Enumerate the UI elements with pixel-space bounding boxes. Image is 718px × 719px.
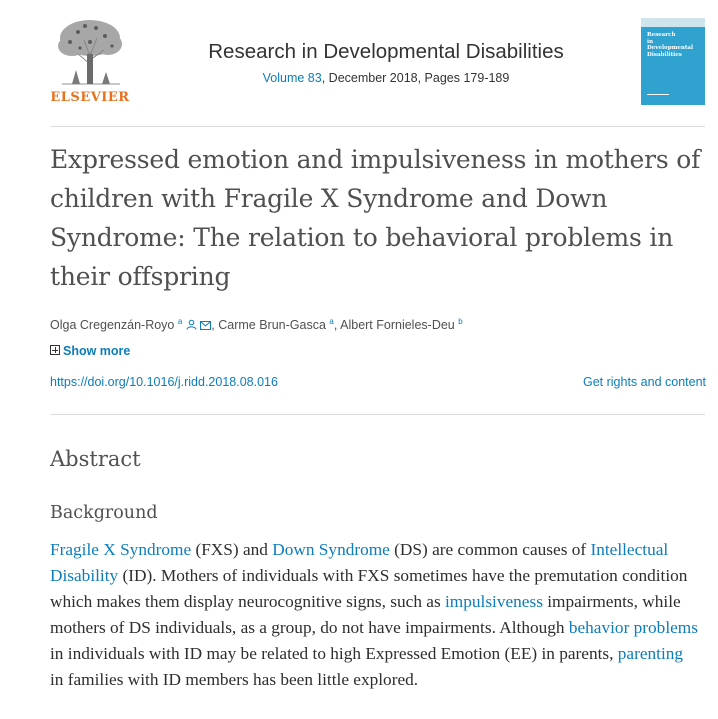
doi[interactable] (50, 375, 278, 389)
cover-line (647, 94, 669, 95)
cover-text-line: Disabilities (647, 51, 682, 58)
rights-and-content[interactable] (583, 375, 706, 389)
cover-title (647, 32, 701, 58)
abstract-text-run: in families with ID members has been little explored. (50, 670, 419, 689)
background-heading: Background (50, 503, 158, 523)
abstract-text-run: in individuals with ID may be related to high Expressed Emotion (EE) in parents, (50, 644, 618, 663)
show-more-label: Show more (63, 344, 131, 358)
article-title: Expressed emotion and impulsiveness in mothers of children with Fragile X Syndrome and Down Syndrome: The relation to behavioral problems in their offspring (50, 145, 701, 291)
abstract-heading: Abstract (50, 447, 141, 471)
volume-link[interactable]: Volume 83 (262, 71, 322, 85)
topic-link-fragile-x[interactable]: Fragile X Syndrome (50, 540, 192, 559)
affiliation-sup[interactable]: a (329, 317, 334, 326)
journal-cover-thumbnail[interactable] (641, 18, 705, 105)
plus-icon (50, 345, 60, 355)
journal-title-link[interactable]: Research in Developmental Disabilities (208, 40, 564, 63)
topic-link-parenting[interactable]: parenting (617, 644, 684, 663)
cover-text-line: Developmental (647, 45, 694, 51)
person-icon[interactable] (186, 319, 197, 333)
author-list (50, 317, 710, 333)
author-name[interactable]: Carme Brun-Gasca (218, 318, 326, 333)
affiliation-sup[interactable]: b (458, 317, 463, 326)
topic-link-impulsiveness[interactable]: impulsiveness (445, 592, 543, 611)
topic-link-intellectual-disability[interactable]: Intellectual Disability (50, 540, 669, 585)
header-divider (50, 126, 705, 127)
issue-details: , December 2018, Pages 179-189 (321, 71, 510, 85)
author-name[interactable]: Albert Fornieles-Deu (340, 318, 455, 333)
journal-title[interactable] (150, 40, 622, 64)
tree-icon (50, 14, 130, 90)
abstract-text-run: (FXS) and (191, 540, 273, 559)
affiliation-sup[interactable]: a (177, 317, 183, 326)
doi-link[interactable]: https://doi.org/10.1016/j.ridd.2018.08.016 (50, 375, 278, 389)
meta-divider (50, 414, 705, 415)
rights-link[interactable]: Get rights and content (583, 375, 706, 389)
cover-top-strip (641, 18, 705, 27)
abstract-paragraph (50, 537, 700, 693)
journal-issue-info (150, 71, 622, 85)
cover-text-line: in (647, 38, 654, 45)
abstract-text-run: (ID). Mothers of individuals with FXS sometimes have the premutation condition which makes them display neurocognitive signs, such as (50, 566, 688, 611)
abstract-text-run: impairments, while mothers of DS individuals, as a group, do not have impairments. Although (50, 592, 681, 637)
show-more-button[interactable] (50, 344, 130, 358)
author-name[interactable]: Olga Cregenzán-Royo (50, 318, 175, 333)
abstract-text-run: (DS) are common causes of (389, 540, 591, 559)
author-separator: , (211, 318, 219, 333)
publisher-name: ELSEVIER (50, 90, 130, 105)
topic-link-down-syndrome[interactable]: Down Syndrome (272, 540, 390, 559)
author-separator: , (333, 318, 341, 333)
topic-link-behavior-problems[interactable]: behavior problems (568, 618, 698, 637)
mail-icon[interactable] (200, 319, 211, 333)
cover-text-line: Research (647, 32, 676, 38)
